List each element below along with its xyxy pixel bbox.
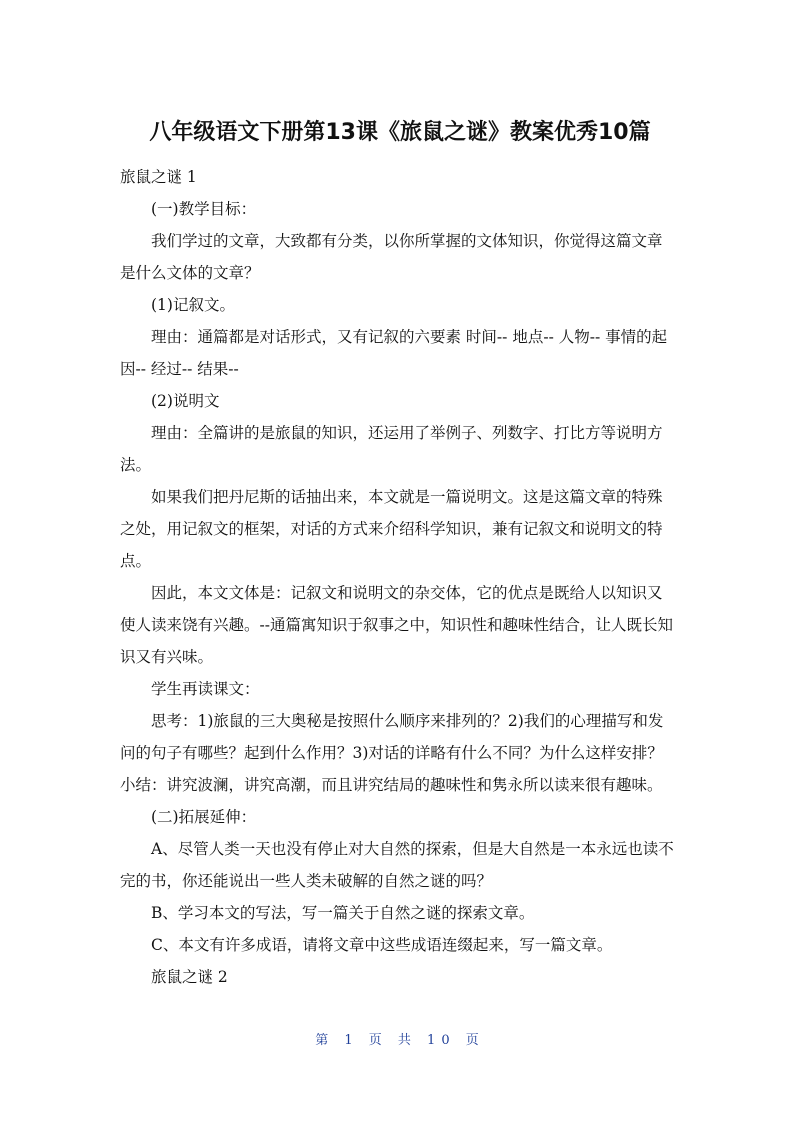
paragraph: 因此，本文文体是：记叙文和说明文的杂交体，它的优点是既给人以知识又使人读来饶有兴趣。--通篇寓知识于叙事之中，知识性和趣味性结合，让人既长知识又有兴味。 — [120, 584, 673, 666]
paragraph: 学生再读课文： — [151, 680, 260, 698]
paragraph: 我们学过的文章，大致都有分类，以你所掌握的文体知识，你觉得这篇文章是什么文体的文章？ — [120, 232, 663, 282]
document-title: 八年级语文下册第13课《旅鼠之谜》教案优秀10篇 — [149, 120, 651, 145]
document-body — [120, 161, 676, 993]
subheading-goals: (一)教学目标： — [151, 200, 257, 218]
subheading-extension: (二)拓展延伸： — [151, 808, 257, 826]
paragraph-item-a: A、尽管人类一天也没有停止对大自然的探索，但是大自然是一本永远也读不完的书，你还能说出一些人类未破解的自然之谜的吗？ — [120, 840, 674, 890]
paragraph: 思考：1)旅鼠的三大奥秘是按照什么顺序来排列的？2)我们的心理描写和发问的句子有哪些？起到什么作用？3)对话的详略有什么不同？为什么这样安排？ 小结：讲究波澜，讲究高潮，而且讲究结局的趣味性和隽永所以读来很有趣味。 — [120, 712, 664, 794]
section-heading: 旅鼠之谜 2 — [151, 968, 228, 986]
section-heading: 旅鼠之谜 1 — [120, 168, 197, 186]
page-number-footer: 第 1 页 共 10 页 — [315, 1033, 485, 1048]
paragraph-reason: 理由：通篇都是对话形式，又有记叙的六要素 时间-- 地点-- 人物-- 事情的起因-- 经过-- 结果-- — [120, 328, 668, 378]
option-expository: (2)说明文 — [151, 392, 220, 410]
paragraph-item-c: C、本文有许多成语，请将文章中这些成语连缀起来，写一篇文章。 — [151, 936, 613, 954]
paragraph-item-b: B、学习本文的写法，写一篇关于自然之谜的探索文章。 — [151, 904, 535, 922]
paragraph-reason: 理由：全篇讲的是旅鼠的知识，还运用了举例子、列数字、打比方等说明方法。 — [120, 424, 663, 474]
paragraph: 如果我们把丹尼斯的话抽出来，本文就是一篇说明文。这是这篇文章的特殊之处，用记叙文的框架，对话的方式来介绍科学知识，兼有记叙文和说明文的特点。 — [120, 488, 663, 570]
option-narrative: (1)记叙文。 — [151, 296, 235, 314]
